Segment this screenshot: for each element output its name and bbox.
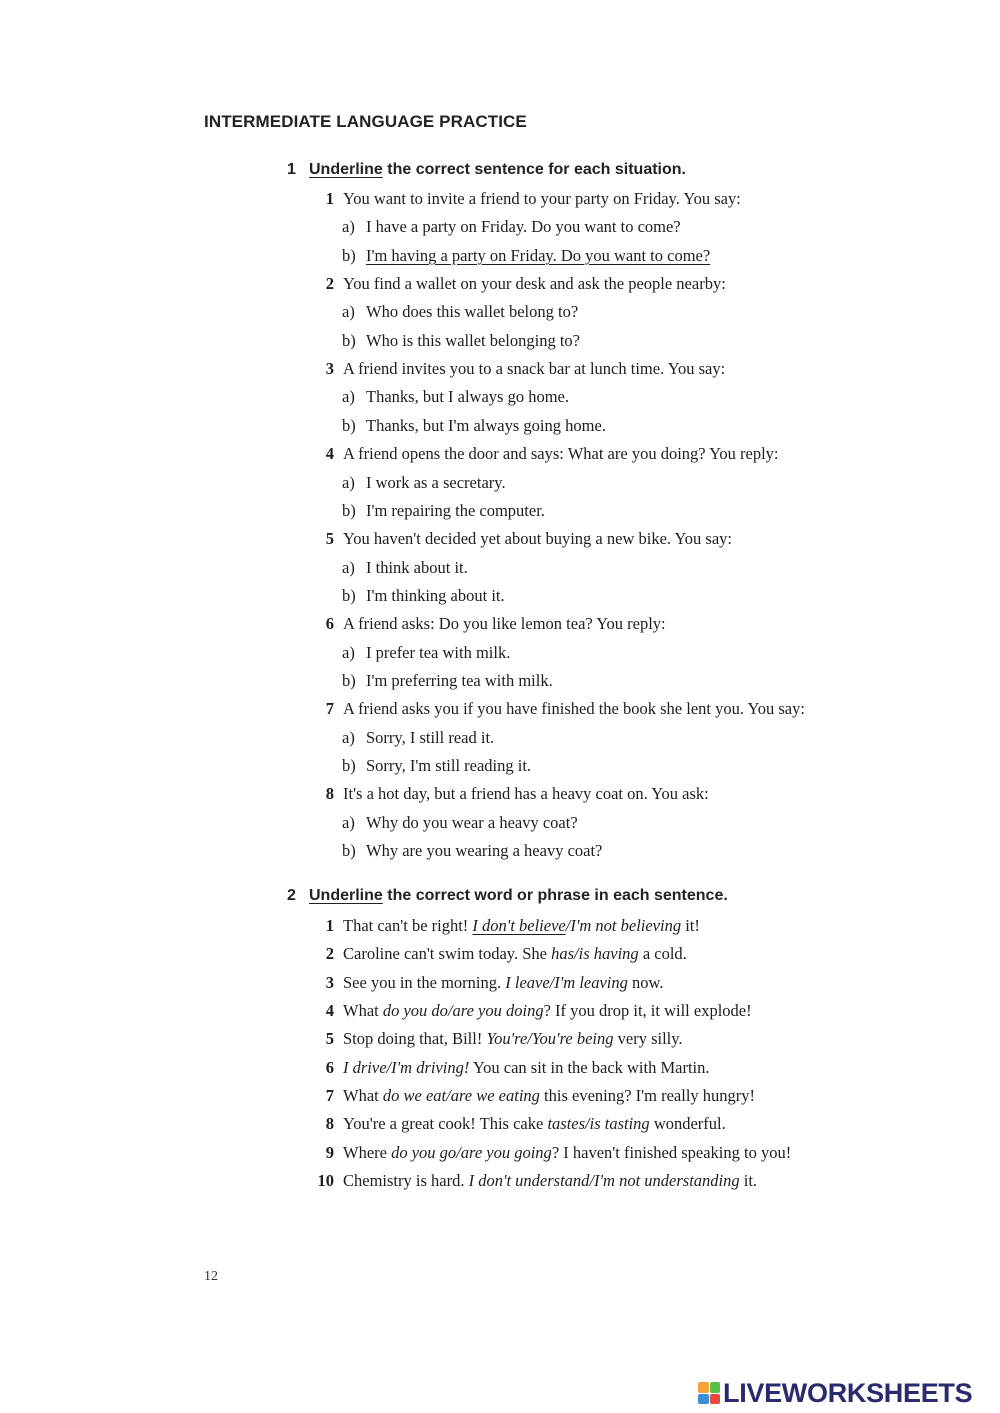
choice-option-2[interactable]: is having [578, 944, 639, 964]
option-text: Who does this wallet belong to? [366, 302, 579, 322]
sentence-pre: Caroline can't swim today. She [343, 944, 552, 964]
question-prompt: A friend invites you to a snack bar at lunch time. You say: [343, 359, 726, 379]
option-letter: a) [342, 642, 355, 662]
exercise-2-heading [287, 887, 728, 905]
question-number: 8 [325, 784, 334, 804]
choice-slash: / [549, 972, 555, 992]
question-number: 5 [325, 529, 334, 549]
sentence-number: 9 [325, 1142, 334, 1162]
sentence-post: a cold. [638, 944, 687, 964]
option-letter: a) [342, 557, 355, 577]
answer-option-b[interactable] [342, 331, 580, 351]
answer-option-a[interactable] [342, 558, 468, 578]
watermark-text: LIVEWORKSHEETS [723, 1377, 973, 1408]
answer-option-b[interactable] [342, 841, 602, 861]
option-letter: b) [342, 500, 356, 520]
choice-option-1[interactable]: has [551, 944, 575, 964]
sentence-number: 10 [317, 1171, 334, 1191]
option-letter: b) [342, 756, 356, 775]
choice-option-1[interactable]: I don't believe [472, 916, 566, 935]
option-text: I work as a secretary. [366, 472, 506, 492]
question-number: 1 [325, 189, 334, 208]
sentence-text [343, 1143, 791, 1163]
option-letter: b) [342, 841, 356, 861]
exercise-number: 1 [287, 161, 296, 178]
choice-option-1[interactable]: do we eat [382, 1086, 447, 1106]
sentence-text [343, 944, 687, 964]
sentence-number: 1 [325, 916, 334, 935]
option-letter: a) [342, 812, 355, 832]
choice-option-2[interactable]: You're being [531, 1029, 614, 1049]
choice-option-2[interactable]: I'm not believing [570, 916, 682, 935]
option-letter: b) [342, 330, 356, 350]
option-text: I'm preferring tea with milk. [366, 670, 553, 690]
sentence-text [343, 1171, 757, 1191]
instruction-keyword: Underline [309, 887, 383, 904]
choice-option-2[interactable]: I'm leaving [554, 972, 628, 992]
choice-option-1[interactable]: do you go [391, 1142, 457, 1162]
question-number: 2 [325, 274, 334, 294]
choice-option-2[interactable]: are you going [460, 1142, 552, 1162]
sentence-pre: What [343, 1086, 383, 1106]
sentence-pre: You're a great cook! This cake [343, 1114, 548, 1134]
answer-option-a[interactable] [342, 473, 506, 493]
sentence-pre: What [343, 1001, 383, 1021]
sentence-post: it. [739, 1171, 758, 1191]
sentence-text [343, 1086, 755, 1106]
sentence-number: 4 [325, 1001, 334, 1021]
sentence-text [343, 916, 700, 936]
sentence-post: ? If you drop it, it will explode! [543, 1001, 752, 1021]
instruction-text: the correct sentence for each situation. [382, 161, 686, 178]
question-number: 7 [325, 699, 334, 719]
page-header-title: INTERMEDIATE LANGUAGE PRACTICE [204, 112, 527, 131]
sentence-post: very silly. [613, 1029, 683, 1049]
exercise-number: 2 [287, 887, 296, 904]
option-letter: a) [342, 217, 355, 237]
option-text: I have a party on Friday. Do you want to come? [366, 217, 681, 237]
option-text: Thanks, but I'm always going home. [366, 415, 606, 435]
sentence-post: it! [681, 916, 700, 935]
option-letter: b) [342, 585, 356, 605]
option-text: I prefer tea with milk. [366, 642, 511, 662]
watermark [698, 1378, 972, 1408]
option-text: Why do you wear a heavy coat? [366, 812, 578, 832]
answer-option-a[interactable] [342, 302, 578, 322]
question-prompt: You haven't decided yet about buying a new bike. You say: [343, 529, 732, 549]
option-text: I think about it. [366, 557, 468, 577]
choice-slash: / [589, 1171, 595, 1191]
liveworksheets-logo-icon [698, 1382, 720, 1404]
sentence-number: 7 [325, 1086, 334, 1106]
sentence-pre: See you in the morning. [343, 972, 506, 992]
page-number: 12 [204, 1269, 218, 1284]
sentence-number: 8 [325, 1114, 334, 1134]
option-letter: b) [342, 670, 356, 690]
question-number: 4 [325, 444, 334, 464]
sentence-pre: Stop doing that, Bill! [343, 1029, 487, 1049]
question-prompt: A friend asks you if you have finished the book she lent you. You say: [343, 699, 805, 719]
option-text: I'm thinking about it. [366, 585, 505, 605]
instruction-text: the correct word or phrase in each sentence. [382, 887, 728, 904]
answer-option-b[interactable] [342, 671, 553, 691]
option-text: I'm repairing the computer. [366, 500, 545, 520]
choice-slash: / [386, 1057, 392, 1077]
sentence-text [343, 973, 664, 993]
sentence-text [343, 1029, 683, 1049]
option-letter: b) [342, 245, 356, 265]
question-prompt: It's a hot day, but a friend has a heavy coat on. You ask: [343, 784, 709, 804]
answer-option-a[interactable] [342, 217, 681, 237]
answer-option-b[interactable] [342, 246, 710, 266]
question-number: 3 [325, 359, 334, 379]
sentence-post: You can sit in the back with Martin. [469, 1057, 710, 1077]
sentence-pre: Where [343, 1142, 392, 1162]
sentence-pre: Chemistry is hard. [343, 1171, 469, 1191]
sentence-text [343, 1114, 726, 1134]
choice-slash: / [585, 1114, 590, 1134]
answer-option-b[interactable] [342, 416, 606, 436]
choice-option-2[interactable]: are you doing [452, 1001, 544, 1021]
choice-option-1[interactable]: You're [486, 1029, 528, 1049]
question-prompt: You want to invite a friend to your party on Friday. You say: [343, 189, 741, 208]
option-text: Thanks, but I always go home. [366, 387, 570, 407]
option-text: Sorry, I still read it. [366, 727, 495, 747]
sentence-post: this evening? I'm really hungry! [539, 1086, 756, 1106]
answer-option-b[interactable] [342, 586, 505, 606]
choice-option-1[interactable]: tastes [547, 1114, 586, 1134]
choice-option-1[interactable]: I drive [343, 1057, 387, 1077]
option-text: I'm having a party on Friday. Do you want to come? [366, 245, 711, 265]
answer-option-a[interactable] [342, 643, 510, 663]
question-number: 6 [325, 614, 334, 634]
sentence-post: now. [627, 972, 664, 992]
option-letter: b) [342, 415, 356, 435]
choice-slash: / [527, 1029, 532, 1049]
choice-option-2[interactable]: I'm not understanding [594, 1171, 740, 1191]
question-prompt: A friend opens the door and says: What are you doing? You reply: [343, 444, 779, 464]
sentence-text [343, 1058, 710, 1078]
question-prompt: You find a wallet on your desk and ask the people nearby: [343, 274, 726, 294]
option-letter: a) [342, 472, 355, 492]
sentence-number: 3 [325, 972, 334, 992]
choice-slash: / [456, 1142, 461, 1162]
exercise-1-heading [287, 161, 686, 179]
sentence-number: 6 [325, 1057, 334, 1077]
option-text: Who is this wallet belonging to? [366, 330, 581, 350]
sentence-number: 2 [325, 944, 334, 964]
answer-option-b[interactable] [342, 756, 531, 776]
question-prompt: A friend asks: Do you like lemon tea? You reply: [343, 614, 666, 634]
choice-slash: / [574, 944, 579, 964]
sentence-post: ? I haven't finished speaking to you! [551, 1142, 792, 1162]
sentence-pre: That can't be right! [343, 916, 473, 935]
choice-slash: / [565, 916, 571, 935]
choice-option-2[interactable]: is tasting [589, 1114, 650, 1134]
option-text: Why are you wearing a heavy coat? [366, 841, 603, 861]
sentence-number: 5 [325, 1029, 334, 1049]
choice-option-1[interactable]: do you do [382, 1001, 448, 1021]
answer-option-a[interactable] [342, 813, 578, 833]
sentence-text [343, 1001, 752, 1021]
choice-slash: / [447, 1001, 453, 1021]
choice-option-1[interactable]: I don't understand [468, 1171, 590, 1191]
answer-option-a[interactable] [342, 387, 569, 407]
choice-slash: / [446, 1086, 451, 1106]
option-letter: a) [342, 302, 355, 322]
answer-option-b[interactable] [342, 501, 545, 521]
sentence-post: wonderful. [649, 1114, 726, 1134]
option-text: Sorry, I'm still reading it. [366, 756, 532, 775]
answer-option-a[interactable] [342, 728, 494, 748]
choice-option-1[interactable]: I leave [505, 972, 550, 992]
option-letter: a) [342, 387, 355, 407]
choice-option-2[interactable]: I'm driving! [391, 1057, 470, 1077]
instruction-keyword: Underline [309, 161, 383, 178]
choice-option-2[interactable]: are we eating [450, 1086, 540, 1106]
option-letter: a) [342, 727, 355, 747]
